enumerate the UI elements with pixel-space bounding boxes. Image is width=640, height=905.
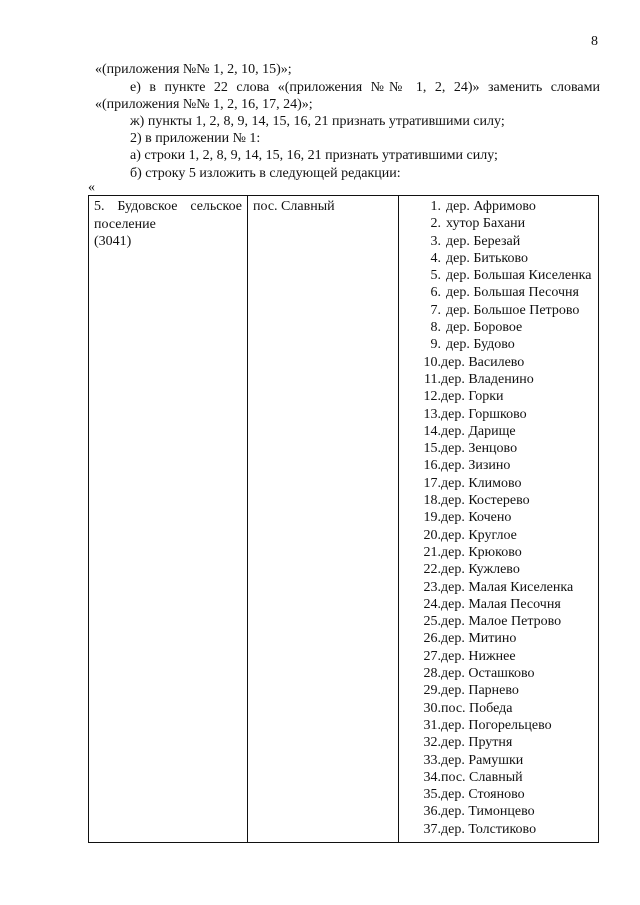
list-item-number: 35. xyxy=(423,787,441,803)
list-item-name: дер. Боровое xyxy=(446,320,523,336)
list-item-number: 27. xyxy=(423,648,441,664)
list-item-name: дер. Малое Петрово xyxy=(441,614,562,630)
list-item xyxy=(419,267,597,284)
list-item-number: 7. xyxy=(430,302,441,318)
list-item xyxy=(419,630,597,647)
list-item-number: 36. xyxy=(423,804,441,820)
paragraph-item-e-continued: «(приложения №№ 1, 2, 16, 17, 24)»; xyxy=(95,97,313,112)
list-item xyxy=(419,700,597,717)
settlement-name-line: 5. Будовское сельское xyxy=(94,199,242,214)
opening-quote-mark: « xyxy=(88,180,95,195)
list-item xyxy=(419,509,597,526)
village-list xyxy=(419,198,597,838)
list-item-name: дер. Кочено xyxy=(441,510,512,526)
list-item-name: дер. Круглое xyxy=(441,527,517,543)
settlement-table xyxy=(88,195,599,843)
list-item xyxy=(419,803,597,820)
column-divider xyxy=(398,196,399,842)
list-item-number: 15. xyxy=(423,441,441,457)
list-item-name: дер. Осташково xyxy=(441,666,535,682)
list-item-name: дер. Василево xyxy=(441,354,525,370)
list-item-number: 29. xyxy=(423,683,441,699)
paragraph-item-zh: ж) пункты 1, 2, 8, 9, 14, 15, 16, 21 признать утратившими силу; xyxy=(130,114,505,129)
list-item-number: 34. xyxy=(423,769,441,785)
list-item xyxy=(419,561,597,578)
list-item-name: пос. Победа xyxy=(441,700,513,716)
settlement-name-line: поселение xyxy=(94,216,156,232)
list-item-number: 37. xyxy=(423,821,441,837)
list-item-name: дер. Митино xyxy=(441,631,517,647)
list-item-name: дер. Нижнее xyxy=(441,648,516,664)
list-item xyxy=(419,492,597,509)
list-item xyxy=(419,250,597,267)
administrative-center-cell: пос. Славный xyxy=(253,199,335,214)
list-item xyxy=(419,717,597,734)
list-item-number: 16. xyxy=(423,458,441,474)
paragraph-item-b: б) строку 5 изложить в следующей редакции: xyxy=(130,166,401,181)
list-item-number: 24. xyxy=(423,596,441,612)
list-item-name: дер. Большая Киселенка xyxy=(446,268,592,284)
list-item-number: 11. xyxy=(424,371,441,387)
list-item-name: дер. Тимонцево xyxy=(441,804,535,820)
list-item xyxy=(419,665,597,682)
list-item-number: 8. xyxy=(430,320,441,336)
list-item-number: 32. xyxy=(423,735,441,751)
settlement-name-cell xyxy=(94,198,242,251)
list-item xyxy=(419,752,597,769)
list-item-name: дер. Битьково xyxy=(446,250,528,266)
list-item-number: 13. xyxy=(423,406,441,422)
list-item-number: 23. xyxy=(423,579,441,595)
list-item xyxy=(419,734,597,751)
list-item xyxy=(419,579,597,596)
list-item-number: 6. xyxy=(430,285,441,301)
list-item-number: 10. xyxy=(423,354,441,370)
list-item-name: дер. Большая Песочня xyxy=(446,285,579,301)
list-item xyxy=(419,769,597,786)
list-item xyxy=(419,302,597,319)
list-item-number: 17. xyxy=(423,475,441,491)
list-item-number: 20. xyxy=(423,527,441,543)
list-item-number: 25. xyxy=(423,614,441,630)
list-item-name: дер. Большое Петрово xyxy=(446,302,580,318)
page-number: 8 xyxy=(591,34,598,49)
list-item-number: 14. xyxy=(423,423,441,439)
list-item xyxy=(419,198,597,215)
list-item xyxy=(419,319,597,336)
list-item-name: хутор Бахани xyxy=(446,216,526,232)
list-item-number: 2. xyxy=(430,216,441,232)
list-item xyxy=(419,648,597,665)
list-item-name: дер. Стояново xyxy=(441,787,525,803)
list-item-name: дер. Будово xyxy=(446,337,515,353)
list-item xyxy=(419,354,597,371)
list-item-name: дер. Кужлево xyxy=(441,562,520,578)
list-item-name: дер. Малая Киселенка xyxy=(441,579,574,595)
list-item xyxy=(419,544,597,561)
paragraph-item-2: 2) в приложении № 1: xyxy=(130,131,261,146)
list-item-number: 18. xyxy=(423,493,441,509)
list-item-name: дер. Прутня xyxy=(441,735,513,751)
list-item xyxy=(419,406,597,423)
list-item-name: пос. Славный xyxy=(441,769,523,785)
list-item-number: 33. xyxy=(423,752,441,768)
list-item-name: дер. Костерево xyxy=(441,493,530,509)
settlement-code: (3041) xyxy=(94,234,132,249)
list-item-number: 21. xyxy=(423,544,441,560)
list-item-number: 30. xyxy=(423,700,441,716)
list-item-number: 4. xyxy=(430,250,441,266)
list-item xyxy=(419,613,597,630)
list-item-name: дер. Афримово xyxy=(446,199,536,214)
list-item-number: 3. xyxy=(430,233,441,249)
list-item xyxy=(419,440,597,457)
list-item-name: дер. Березай xyxy=(446,233,521,249)
paragraph-item-a: а) строки 1, 2, 8, 9, 14, 15, 16, 21 признать утратившими силу; xyxy=(130,148,498,163)
list-item xyxy=(419,821,597,838)
list-item xyxy=(419,233,597,250)
list-item xyxy=(419,371,597,388)
list-item xyxy=(419,457,597,474)
list-item-name: дер. Погорельцево xyxy=(441,717,552,733)
list-item xyxy=(419,786,597,803)
list-item-name: дер. Зенцово xyxy=(441,441,518,457)
list-item xyxy=(419,527,597,544)
list-item-number: 31. xyxy=(423,717,441,733)
list-item xyxy=(419,596,597,613)
list-item xyxy=(419,215,597,232)
list-item xyxy=(419,284,597,301)
list-item-number: 12. xyxy=(423,389,441,405)
list-item-number: 9. xyxy=(430,337,441,353)
list-item-name: дер. Толстиково xyxy=(441,821,537,837)
list-item-number: 22. xyxy=(423,562,441,578)
list-item-number: 1. xyxy=(430,199,441,214)
list-item-name: дер. Крюково xyxy=(441,544,522,560)
list-item xyxy=(419,423,597,440)
list-item-name: дер. Владенино xyxy=(441,371,534,387)
list-item-name: дер. Горки xyxy=(441,389,504,405)
list-item-number: 28. xyxy=(423,666,441,682)
list-item-name: дер. Климово xyxy=(441,475,522,491)
list-item-number: 19. xyxy=(423,510,441,526)
list-item xyxy=(419,475,597,492)
list-item-name: дер. Зизино xyxy=(441,458,511,474)
list-item-name: дер. Рамушки xyxy=(441,752,524,768)
list-item xyxy=(419,336,597,353)
list-item-name: дер. Горшково xyxy=(441,406,527,422)
list-item-name: дер. Малая Песочня xyxy=(441,596,561,612)
list-item-name: дер. Дарище xyxy=(441,423,516,439)
paragraph-appendix-ref: «(приложения №№ 1, 2, 10, 15)»; xyxy=(95,62,292,77)
paragraph-item-e: е) в пункте 22 слова «(приложения №№ 1, 2, 24)» заменить словами xyxy=(130,80,600,95)
list-item-number: 5. xyxy=(430,268,441,284)
list-item-number: 26. xyxy=(423,631,441,647)
list-item-name: дер. Парнево xyxy=(441,683,519,699)
list-item xyxy=(419,388,597,405)
list-item xyxy=(419,682,597,699)
column-divider xyxy=(247,196,248,842)
